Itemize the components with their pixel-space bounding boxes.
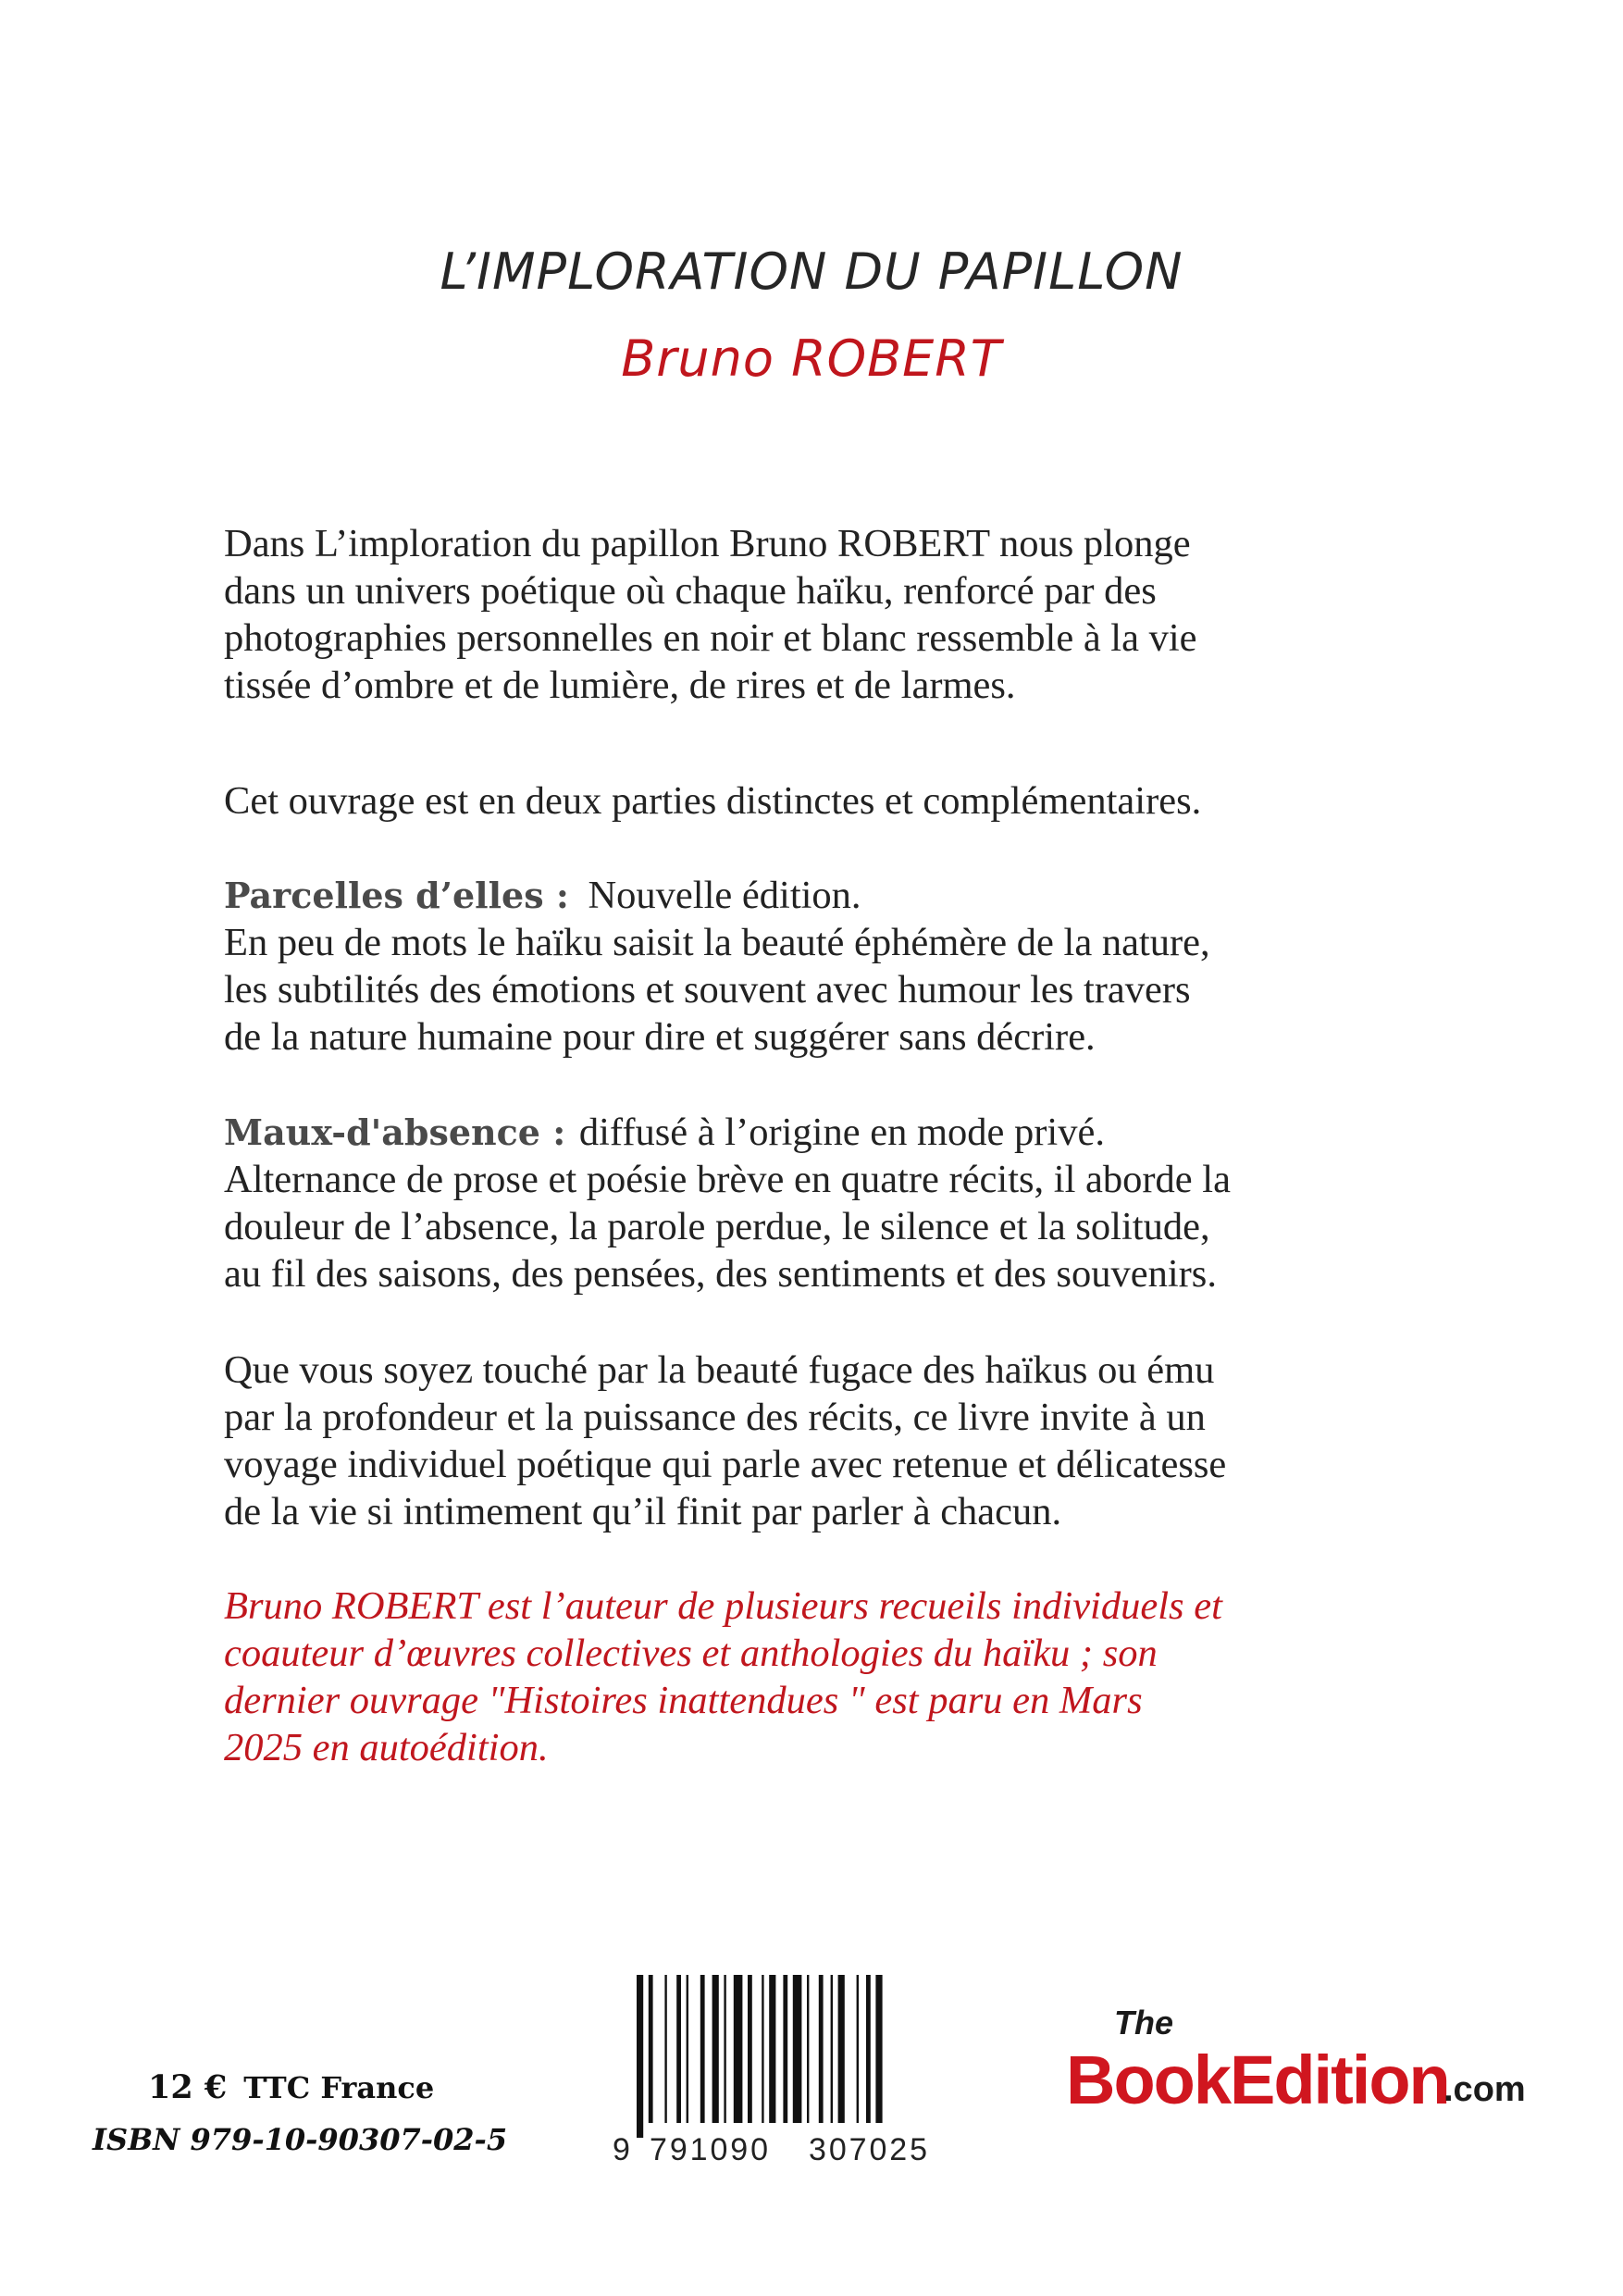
conclusion-line: de la vie si intimement qu’il finit par parler à chacun. xyxy=(224,1490,1062,1533)
barcode-bar xyxy=(676,1975,681,2123)
part1-line: les subtilités des émotions et souvent avec humour les travers xyxy=(224,968,1191,1011)
barcode-bar xyxy=(866,1975,871,2123)
bio-line: dernier ouvrage "Histoires inattendues " est paru en Mars xyxy=(224,1679,1143,1722)
intro-paragraph xyxy=(224,520,1399,709)
bio-line: 2025 en autoédition. xyxy=(224,1726,549,1769)
barcode-bar xyxy=(857,1975,859,2123)
barcode-bar xyxy=(793,1975,802,2123)
part1-note: Nouvelle édition. xyxy=(588,874,861,917)
part2-note: diffusé à l’origine en mode privé. xyxy=(578,1111,1105,1154)
part1-paragraph xyxy=(224,872,1399,1061)
part2-line: au fil des saisons, des pensées, des sentiments et des souvenirs. xyxy=(224,1252,1217,1296)
structure-paragraph xyxy=(224,777,1399,825)
author-bio xyxy=(224,1582,1399,1771)
part2-paragraph xyxy=(224,1109,1399,1297)
barcode-bar xyxy=(762,1975,763,2123)
intro-line: tissée d’ombre et de lumière, de rires et de larmes. xyxy=(224,664,1016,707)
part2-heading: Maux-d'absence : xyxy=(224,1111,566,1153)
structure-sentence: Cet ouvrage est en deux parties distinctes et complémentaires. xyxy=(224,779,1202,823)
conclusion-line: par la profondeur et la puissance des récits, ce livre invite à un xyxy=(224,1396,1206,1439)
price-suffix: TTC France xyxy=(243,2070,435,2105)
part2-line: douleur de l’absence, la parole perdue, le silence et la solitude, xyxy=(224,1205,1210,1248)
intro-line: photographies personnelles en noir et blanc ressemble à la vie xyxy=(224,616,1197,660)
barcode-bar xyxy=(712,1975,719,2123)
barcode-bar xyxy=(734,1975,743,2123)
conclusion-paragraph xyxy=(224,1347,1399,1535)
barcode-bar xyxy=(724,1975,725,2123)
price xyxy=(148,2068,434,2106)
barcode-bar xyxy=(687,1975,688,2123)
barcode-bar xyxy=(649,1975,653,2123)
bio-line: coauteur d’œuvres collectives et anthologies du haïku ; son xyxy=(224,1632,1158,1675)
logo-the: The xyxy=(1114,2004,1174,2042)
part1-heading: Parcelles d’elles : xyxy=(224,875,569,916)
barcode-bar xyxy=(783,1975,787,2123)
barcode-bar xyxy=(831,1975,833,2123)
intro-line: dans un univers poétique où chaque haïku, renforcé par des xyxy=(224,569,1157,613)
barcode-digits-right: 307025 xyxy=(809,2132,927,2167)
book-author: Bruno ROBERT xyxy=(621,329,1002,388)
conclusion-line: voyage individuel poétique qui parle avec retenue et délicatesse xyxy=(224,1443,1227,1486)
barcode-digit-prefix: 9 xyxy=(613,2132,630,2167)
logo-name: BookEdition xyxy=(1066,2042,1449,2118)
price-amount: 12 € xyxy=(148,2068,228,2106)
barcode-bar xyxy=(637,1975,643,2138)
intro-line: Dans L’imploration du papillon Bruno ROBERT nous plonge xyxy=(224,522,1191,565)
publisher-logo xyxy=(1066,2006,1529,2145)
barcode xyxy=(603,1971,994,2175)
barcode-bar xyxy=(838,1975,845,2123)
barcode-bar xyxy=(819,1975,824,2123)
barcode-bar xyxy=(769,1975,775,2123)
isbn-number: ISBN 979-10-90307-02-5 xyxy=(93,2122,508,2157)
logo-tld: .com xyxy=(1443,2070,1526,2109)
barcode-bar xyxy=(748,1975,752,2123)
barcode-digits-left: 791090 xyxy=(650,2132,768,2167)
bio-line: Bruno ROBERT est l’auteur de plusieurs recueils individuels et xyxy=(224,1584,1222,1628)
barcode-bars xyxy=(637,1975,883,2138)
barcode-bar xyxy=(700,1975,705,2123)
page-title: L’IMPLORATION DU PAPILLON xyxy=(440,242,1183,301)
part1-line: de la nature humaine pour dire et suggérer sans décrire. xyxy=(224,1015,1096,1059)
part1-line: En peu de mots le haïku saisit la beauté éphémère de la nature, xyxy=(224,921,1210,964)
barcode-bar xyxy=(875,1975,882,2123)
part2-line: Alternance de prose et poésie brève en quatre récits, il aborde la xyxy=(224,1158,1231,1201)
barcode-bar xyxy=(807,1975,809,2123)
barcode-bar xyxy=(664,1975,666,2123)
conclusion-line: Que vous soyez touché par la beauté fugace des haïkus ou ému xyxy=(224,1348,1215,1392)
